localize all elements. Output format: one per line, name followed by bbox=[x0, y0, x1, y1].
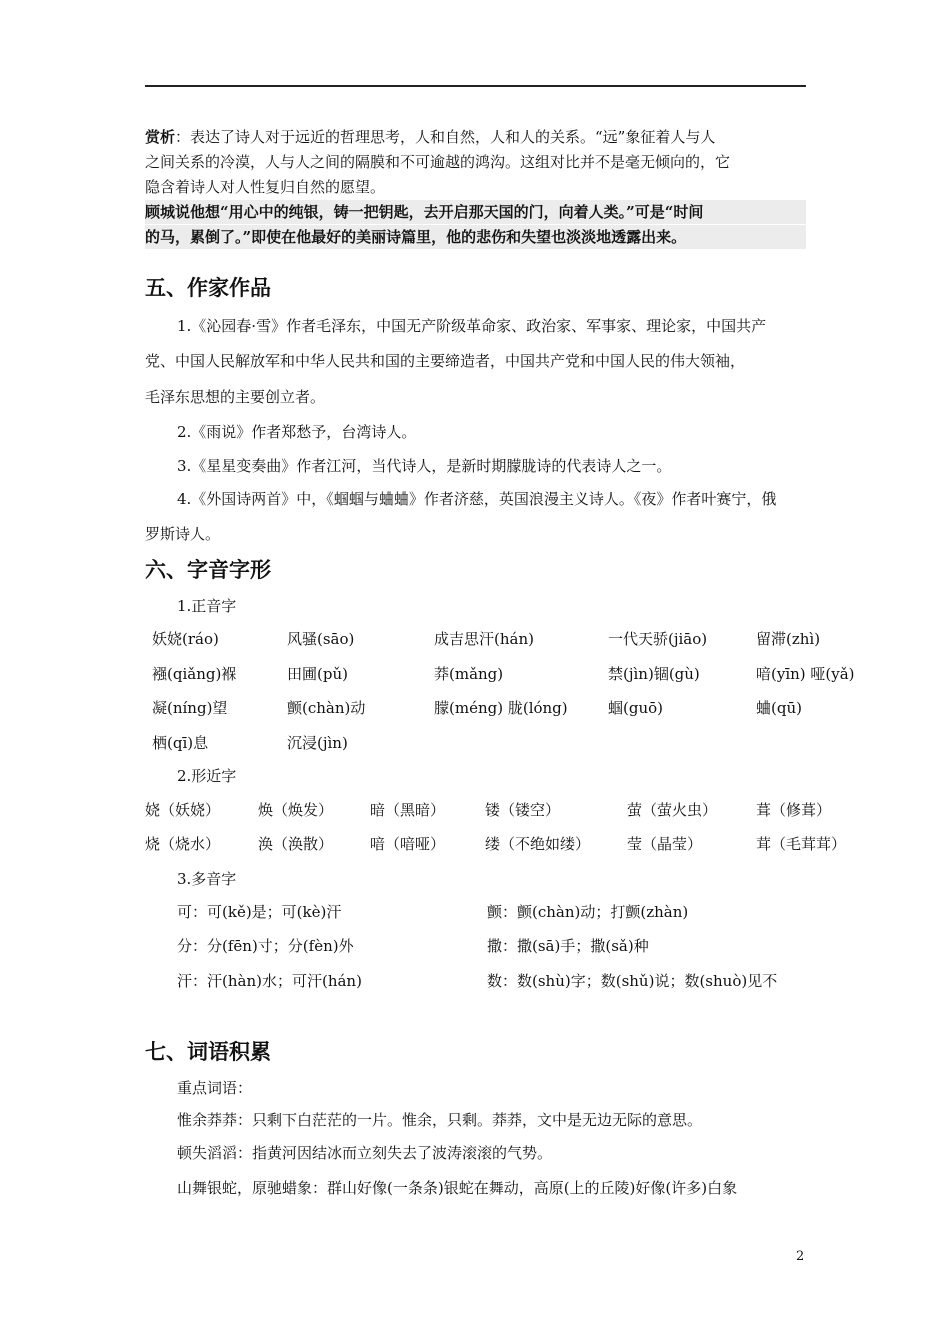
gucheng-quote-line-1: 顾城说他想“用心中的纯银，铸一把钥匙，去开启那天国的门，向着人类。”可是“时间 bbox=[145, 200, 806, 224]
header-rule bbox=[145, 85, 806, 87]
appreciation-line-2: 之间关系的冷漠，人与人之间的隔膜和不可逾越的鸿沟。这组对比并不是毫无倾向的，它 bbox=[145, 153, 731, 171]
authors-item-3: 3.《星星变奏曲》作者江河，当代诗人，是新时期朦胧诗的代表诗人之一。 bbox=[177, 457, 672, 475]
key-words-subheading: 重点词语： bbox=[177, 1079, 253, 1097]
similar-cell: 涣（涣散） bbox=[258, 835, 334, 853]
pron-cell: 蝈(guō) bbox=[608, 699, 663, 717]
pron-cell: 田圃(pǔ) bbox=[287, 665, 348, 683]
section-6-heading: 六、字音字形 bbox=[145, 558, 271, 582]
pron-cell: 禁(jìn)锢(gù) bbox=[608, 665, 700, 683]
pron-cell: 风骚(sāo) bbox=[287, 630, 355, 648]
appreciation-label: 赏析 bbox=[145, 128, 176, 146]
similar-cell: 茸（毛茸茸） bbox=[756, 835, 847, 853]
gucheng-quote-line-2: 的马，累倒了。”即使在他最好的美丽诗篇里，他的悲伤和失望也淡淡地透露出来。 bbox=[145, 225, 806, 249]
similar-cell: 葺（修葺） bbox=[756, 801, 832, 819]
pron-cell: 朦(méng) 胧(lóng) bbox=[434, 699, 568, 717]
similar-cell: 莹（晶莹） bbox=[627, 835, 703, 853]
word-entry-1: 惟余莽莽：只剩下白茫茫的一片。惟余，只剩。莽莽，文中是无边无际的意思。 bbox=[177, 1111, 703, 1129]
word-entry-3: 山舞银蛇，原驰蜡象：群山好像(一条条)银蛇在舞动，高原(上的丘陵)好像(许多)白象 bbox=[177, 1179, 738, 1197]
pron-cell: 颤(chàn)动 bbox=[287, 699, 366, 717]
similar-cell: 焕（焕发） bbox=[258, 801, 334, 819]
pron-cell: 沉浸(jìn) bbox=[287, 734, 348, 752]
pron-cell: 襁(qiǎng)褓 bbox=[152, 665, 237, 683]
authors-item-4-line-2: 罗斯诗人。 bbox=[145, 525, 221, 543]
polyphone-cell: 汗：汗(hàn)水；可汗(hán) bbox=[177, 972, 362, 990]
word-entry-2: 顿失滔滔：指黄河因结冰而立刻失去了波涛滚滚的气势。 bbox=[177, 1144, 553, 1162]
polyphone-cell: 数：数(shù)字；数(shǔ)说；数(shuò)见不 bbox=[487, 972, 778, 990]
similar-chars-subheading: 2.形近字 bbox=[177, 767, 237, 785]
pron-cell: 蛐(qū) bbox=[756, 699, 802, 717]
authors-item-2: 2.《雨说》作者郑愁予，台湾诗人。 bbox=[177, 423, 417, 441]
similar-cell: 镂（镂空） bbox=[485, 801, 561, 819]
similar-cell: 烧（烧水） bbox=[145, 835, 221, 853]
pron-cell: 成吉思汗(hán) bbox=[434, 630, 534, 648]
polyphone-cell: 颤：颤(chàn)动；打颤(zhàn) bbox=[487, 903, 689, 921]
pron-cell: 妖娆(ráo) bbox=[152, 630, 219, 648]
polyphone-cell: 分：分(fēn)寸；分(fèn)外 bbox=[177, 937, 354, 955]
polyphone-cell: 可：可(kě)是；可(kè)汗 bbox=[177, 903, 342, 921]
polyphone-subheading: 3.多音字 bbox=[177, 870, 237, 888]
pron-cell: 留滞(zhì) bbox=[756, 630, 821, 648]
appreciation-line-3: 隐含着诗人对人性复归自然的愿望。 bbox=[145, 178, 386, 196]
pron-cell: 栖(qī)息 bbox=[152, 734, 209, 752]
section-5-heading: 五、作家作品 bbox=[145, 276, 271, 300]
authors-item-4-line-1: 4.《外国诗两首》中，《蝈蝈与蛐蛐》作者济慈，英国浪漫主义诗人。《夜》作者叶赛宁，俄 bbox=[177, 490, 777, 508]
similar-cell: 喑（喑哑） bbox=[370, 835, 446, 853]
authors-item-1-line-3: 毛泽东思想的主要创立者。 bbox=[145, 388, 326, 406]
page-number: 2 bbox=[796, 1249, 805, 1264]
similar-cell: 娆（妖娆） bbox=[145, 801, 221, 819]
similar-cell: 萤（萤火虫） bbox=[627, 801, 718, 819]
pron-cell: 一代天骄(jiāo) bbox=[608, 630, 708, 648]
pron-cell: 凝(níng)望 bbox=[152, 699, 228, 717]
polyphone-cell: 撒：撒(sā)手；撒(sǎ)种 bbox=[487, 937, 649, 955]
similar-cell: 缕（不绝如缕） bbox=[485, 835, 591, 853]
similar-cell: 暗（黑暗） bbox=[370, 801, 446, 819]
pronunciation-subheading: 1.正音字 bbox=[177, 597, 237, 615]
authors-item-1-line-2: 党、中国人民解放军和中华人民共和国的主要缔造者，中国共产党和中国人民的伟大领袖， bbox=[145, 352, 746, 370]
authors-item-1-line-1: 1.《沁园春·雪》作者毛泽东，中国无产阶级革命家、政治家、军事家、理论家，中国共产 bbox=[177, 317, 767, 335]
pron-cell: 喑(yīn) 哑(yǎ) bbox=[756, 665, 855, 683]
pron-cell: 莽(mǎng) bbox=[434, 665, 504, 683]
section-7-heading: 七、词语积累 bbox=[145, 1040, 271, 1064]
appreciation-line-1: 赏析：表达了诗人对于远近的哲理思考，人和自然，人和人的关系。“远”象征着人与人 bbox=[145, 128, 716, 146]
